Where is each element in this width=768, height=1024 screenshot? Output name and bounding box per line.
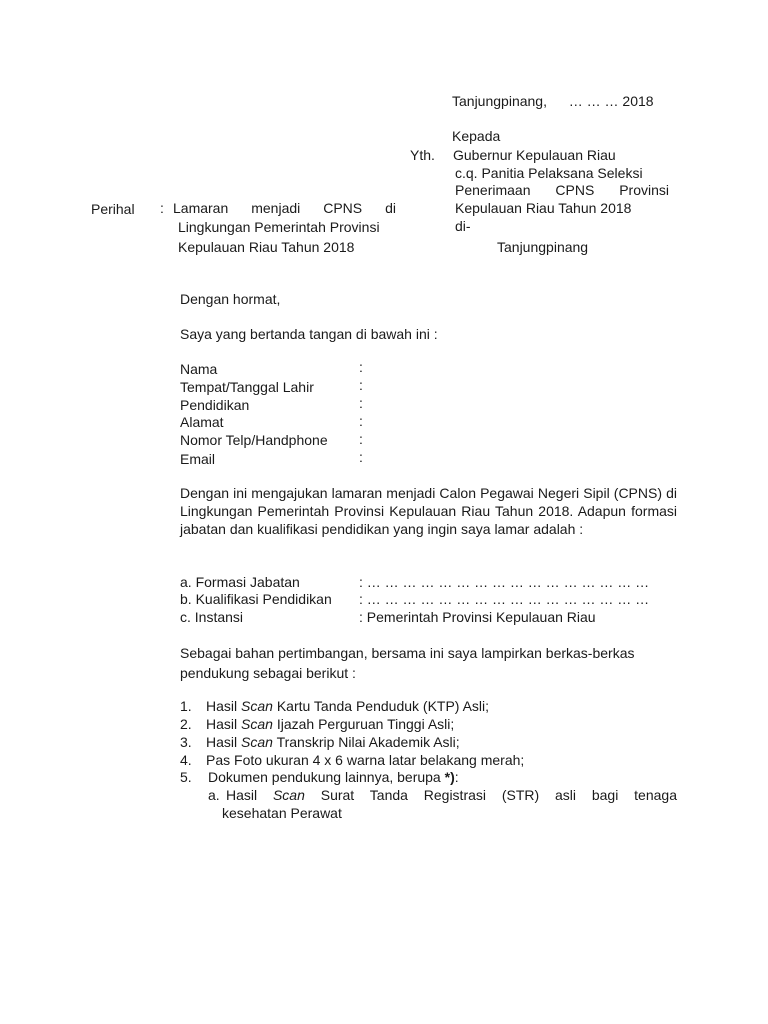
- perihal-label: Perihal: [91, 201, 135, 217]
- attachment-item: Pas Foto ukuran 4 x 6 warna latar belakang merah;: [206, 752, 525, 768]
- field-label-alamat: Alamat: [180, 414, 224, 430]
- place-text: Tanjungpinang,: [452, 93, 547, 109]
- formation-label-instansi: c. Instansi: [180, 609, 244, 625]
- formation-label-kualifikasi: b. Kualifikasi Pendidikan: [180, 591, 332, 607]
- field-label-ttl: Tempat/Tanggal Lahir: [180, 379, 314, 395]
- perihal-colon: :: [160, 200, 164, 216]
- field-label-telp: Nomor Telp/Handphone: [180, 432, 328, 448]
- attachment-number: 5.: [180, 769, 192, 785]
- greeting: Dengan hormat,: [180, 291, 281, 307]
- addressee-yth: Yth.: [410, 147, 435, 163]
- addressee-line2: c.q. Panitia Pelaksana Seleksi: [455, 165, 643, 181]
- addressee-line4: Kepulauan Riau Tahun 2018: [455, 200, 632, 216]
- formation-value-jabatan: : … … … … … … … … … … … … … … … …: [359, 574, 650, 590]
- field-colon: :: [359, 359, 363, 375]
- attachments-intro-line1: Sebagai bahan pertimbangan, bersama ini saya lampirkan berkas-berkas: [180, 645, 635, 661]
- sub-attachment-line1: Hasil Scan Surat Tanda Registrasi (STR) asli bagi tenaga: [226, 787, 677, 803]
- attachments-intro-line2: pendukung sebagai berikut :: [180, 665, 356, 681]
- addressee-line5: di-: [455, 218, 471, 234]
- formation-value-instansi: : Pemerintah Provinsi Kepulauan Riau: [359, 609, 596, 625]
- attachment-number: 3.: [180, 734, 192, 750]
- addressee-line1: Gubernur Kepulauan Riau: [453, 147, 616, 163]
- attachment-item: Hasil Scan Transkrip Nilai Akademik Asli;: [206, 734, 460, 750]
- field-colon: :: [359, 377, 363, 393]
- place-date: [452, 92, 654, 110]
- field-label-nama: Nama: [180, 361, 218, 377]
- attachment-number: 1.: [180, 698, 192, 714]
- field-colon: :: [359, 431, 363, 447]
- perihal-line3: Kepulauan Riau Tahun 2018: [178, 239, 355, 255]
- perihal-line2: Lingkungan Pemerintah Provinsi: [178, 219, 380, 235]
- sub-attachment-prefix: a.: [208, 787, 220, 803]
- sub-attachment-line2: kesehatan Perawat: [222, 805, 342, 821]
- application-paragraph: Dengan ini mengajukan lamaran menjadi Calon Pegawai Negeri Sipil (CPNS) di Lingkungan Pemerintah Provinsi Kepulauan Riau Tahun 2018. Adapun formasi jabatan dan kualifikasi pendidikan yang ingin saya lamar adalah :: [180, 485, 677, 537]
- attachment-item: Dokumen pendukung lainnya, berupa *):: [208, 769, 459, 785]
- field-colon: :: [359, 395, 363, 411]
- attachment-number: 4.: [180, 752, 192, 768]
- addressee-kepada: Kepada: [452, 128, 501, 144]
- field-label-pendidikan: Pendidikan: [180, 397, 250, 413]
- addressee-city: Tanjungpinang: [497, 239, 589, 255]
- attachment-item: Hasil Scan Ijazah Perguruan Tinggi Asli;: [206, 716, 455, 732]
- attachment-number: 2.: [180, 716, 192, 732]
- date-text: … … … 2018: [568, 93, 654, 109]
- field-label-email: Email: [180, 451, 216, 467]
- perihal-line1: Lamaran menjadi CPNS di: [173, 200, 396, 216]
- field-colon: :: [359, 413, 363, 429]
- field-colon: :: [359, 449, 363, 465]
- addressee-line3: Penerimaan CPNS Provinsi: [455, 182, 669, 198]
- formation-label-jabatan: a. Formasi Jabatan: [180, 574, 300, 590]
- intro: Saya yang bertanda tangan di bawah ini :: [180, 326, 438, 342]
- formation-value-kualifikasi: : … … … … … … … … … … … … … … … …: [359, 591, 650, 607]
- attachment-item: Hasil Scan Kartu Tanda Penduduk (KTP) Asli;: [206, 698, 490, 714]
